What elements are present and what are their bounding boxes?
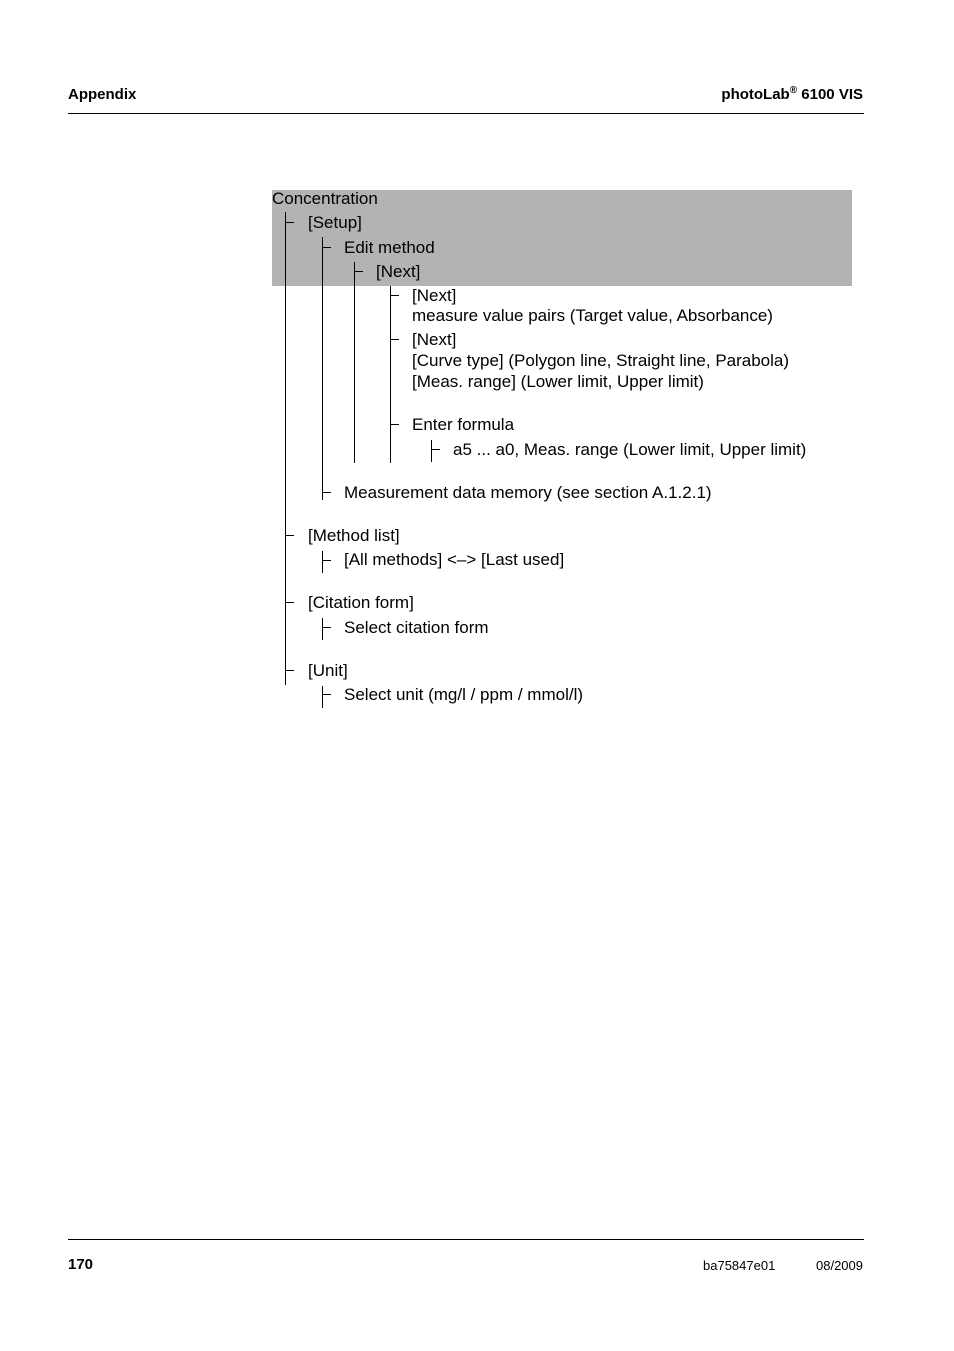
tree-item-select-unit: Select unit (mg/l / ppm / mmol/l) xyxy=(344,685,584,704)
tree-tick xyxy=(355,271,363,272)
tree-item-next: [Next] xyxy=(412,286,457,305)
tree-item-setup: [Setup] xyxy=(308,213,362,232)
product-name: photoLab xyxy=(721,86,790,103)
tree-item-enter-formula: Enter formula xyxy=(412,415,515,434)
footer-rule xyxy=(68,1239,864,1240)
tree-tick xyxy=(323,247,331,248)
tree-item-edit-method: Edit method xyxy=(344,238,435,257)
tree-tick xyxy=(323,694,331,695)
header-rule xyxy=(68,113,864,114)
tree-item-method-list: [Method list] xyxy=(308,526,400,545)
tree-line-method-list xyxy=(322,551,323,573)
tree-item-citation-form: [Citation form] xyxy=(308,593,414,612)
tree-item-meas-range: [Meas. range] (Lower limit, Upper limit) xyxy=(412,372,704,391)
tree-line-formula xyxy=(431,440,432,462)
tree-line-citation xyxy=(322,618,323,640)
tree-item-next: [Next] xyxy=(412,330,457,349)
tree-line-edit-method xyxy=(354,262,355,463)
tree-line-level1 xyxy=(285,212,286,685)
tree-item-next: [Next] xyxy=(376,262,421,281)
tree-item-measurement-memory: Measurement data memory (see section A.1.2.1) xyxy=(344,483,712,502)
tree-line-unit xyxy=(322,686,323,708)
tree-item-formula-params: a5 ... a0, Meas. range (Lower limit, Upper limit) xyxy=(453,440,807,459)
tree-item-curve-type: [Curve type] (Polygon line, Straight line, Parabola) xyxy=(412,351,790,370)
tree-item-all-methods: [All methods] <–> [Last used] xyxy=(344,550,565,569)
tree-tick xyxy=(323,627,331,628)
tree-tick xyxy=(286,670,294,671)
document-id: ba75847e01 xyxy=(703,1258,776,1273)
document-date: 08/2009 xyxy=(816,1258,863,1273)
tree-tick xyxy=(323,492,331,493)
tree-tick xyxy=(286,535,294,536)
tree-tick xyxy=(323,560,331,561)
tree-root-label: Concentration xyxy=(272,189,378,208)
tree-tick xyxy=(391,295,399,296)
section-title: Appendix xyxy=(68,86,137,103)
tree-tick xyxy=(286,222,294,223)
page-number: 170 xyxy=(68,1256,94,1273)
product-title xyxy=(721,86,863,103)
tree-line-setup xyxy=(322,237,323,500)
tree-item-unit: [Unit] xyxy=(308,661,348,680)
registered-mark: ® xyxy=(789,85,798,96)
product-model: 6100 VIS xyxy=(801,86,863,103)
tree-item-select-citation: Select citation form xyxy=(344,618,489,637)
tree-tick xyxy=(391,424,399,425)
tree-tick xyxy=(391,339,399,340)
tree-item-measure-pairs: measure value pairs (Target value, Absorbance) xyxy=(412,306,773,325)
tree-tick xyxy=(432,449,440,450)
tree-tick xyxy=(286,602,294,603)
tree-line-next xyxy=(390,286,391,463)
